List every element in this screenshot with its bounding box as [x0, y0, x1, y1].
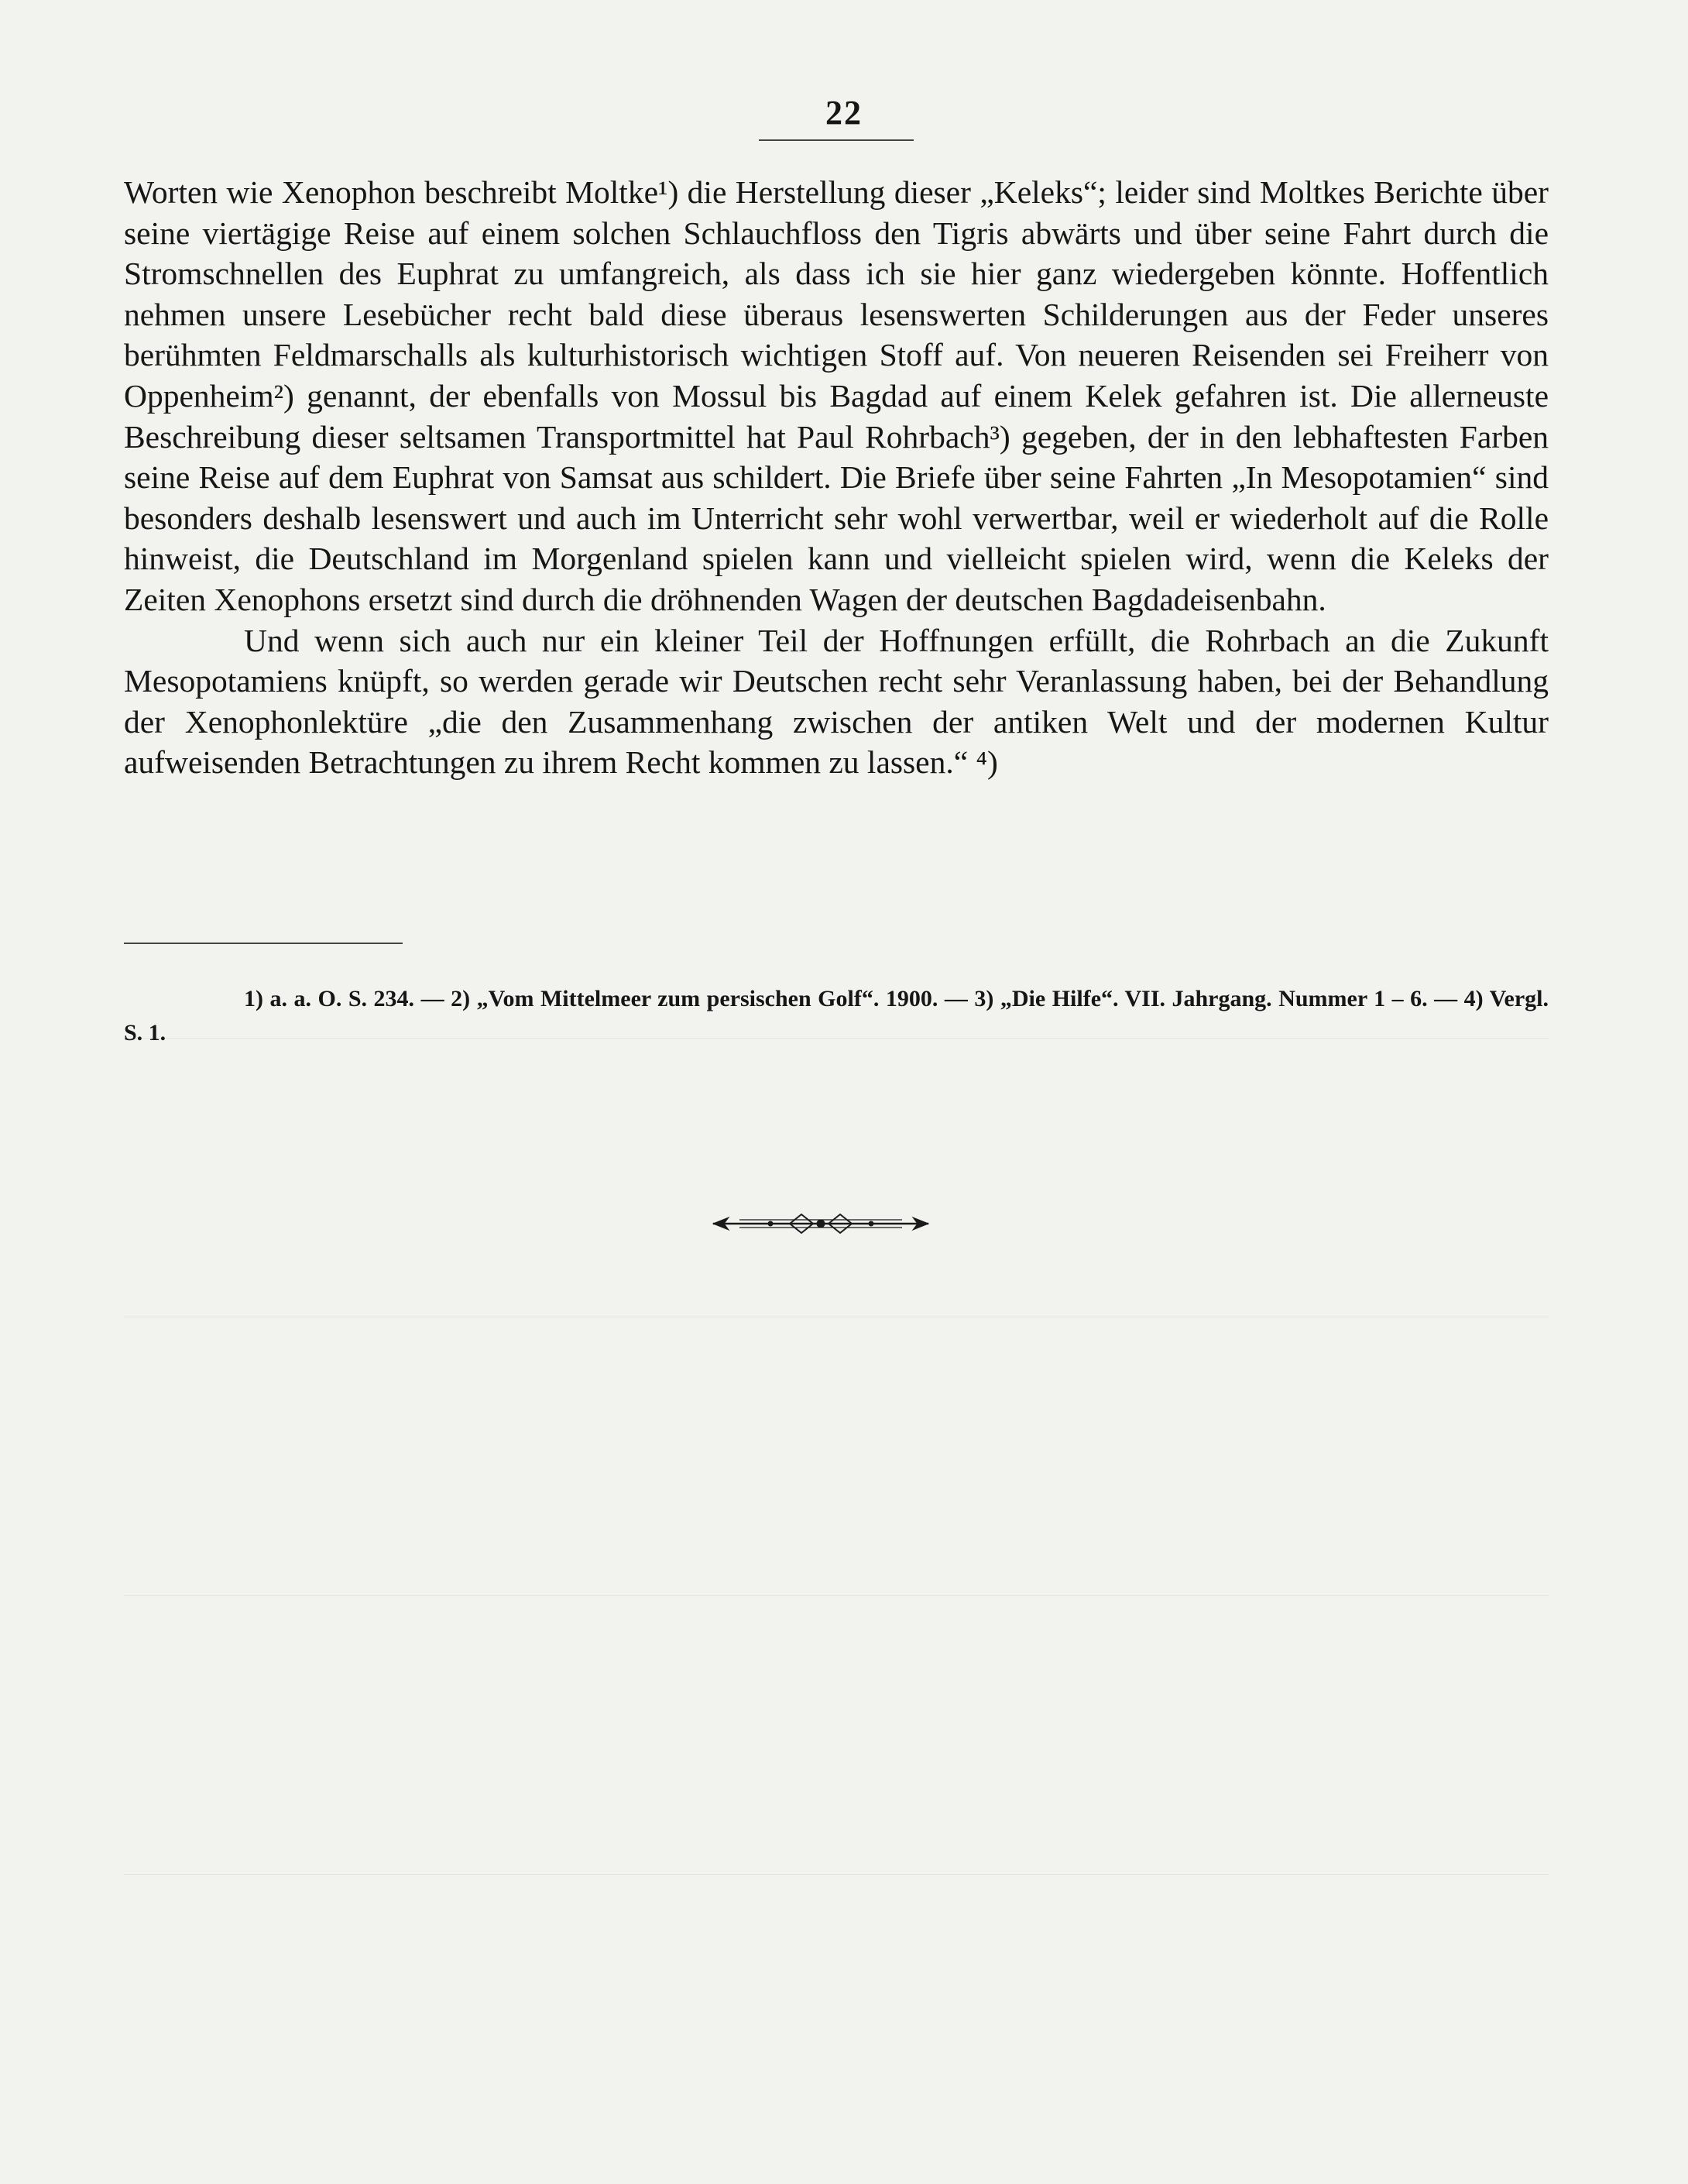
bleed-through-line [124, 1595, 1549, 1596]
footnote-rule [124, 943, 403, 944]
footnotes [124, 982, 1549, 1050]
footnote-text: 1) a. a. O. S. 234. — 2) „Vom Mittelmeer zum persischen Golf“. 1900. — 3) „Die Hilfe“. VII. Jahrgang. Nummer 1 – 6. — 4) Vergl. S. 1. [124, 986, 1549, 1046]
page-number: 22 [825, 94, 863, 132]
bleed-through-line [124, 1874, 1549, 1875]
ornamental-divider-icon [708, 1210, 933, 1238]
main-text [124, 172, 1549, 783]
header-rule [759, 139, 914, 141]
paragraph-1: Worten wie Xenophon beschreibt Moltke¹) die Herstellung dieser „Keleks“; leider sind Moltkes Berichte über seine viertägige Reise auf einem solchen Schlauchfloss den Tigris abwärts und über seine Fahrt durch die Stromschnellen des Euphrat zu umfangreich, als dass ich sie hier ganz wiedergeben könnte. Hoffentlich nehmen unsere Lesebücher recht bald diese überaus lesenswerten Schilderungen aus der Feder unseres berühmten Feldmarschalls als kulturhistorisch wichtigen Stoff auf. Von neueren Reisenden sei Freiherr von Oppenheim²) genannt, der ebenfalls von Mossul bis Bagdad auf einem Kelek gefahren ist. Die allerneuste Beschreibung dieser seltsamen Transportmittel hat Paul Rohrbach³) gegeben, der in den lebhaftesten Farben seine Reise auf dem Euphrat von Samsat aus schildert. Die Briefe über seine Fahrten „In Mesopotamien“ sind besonders deshalb lesenswert und auch im Unterricht sehr wohl verwertbar, weil er wiederholt auf die Rolle hinweist, die Deutschland im Morgenland spielen kann und vielleicht spielen wird, wenn die Keleks der Zeiten Xenophons ersetzt sind durch die dröhnenden Wagen der deutschen Bagdadeisenbahn. [124, 174, 1549, 617]
paragraph-2: Und wenn sich auch nur ein kleiner Teil der Hoffnungen erfüllt, die Rohrbach an die Zukunft Mesopotamiens knüpft, so werden gerade wir Deutschen recht sehr Veranlassung haben, bei der Behandlung der Xenophonlektüre „die den Zusammenhang zwischen der antiken Welt und der modernen Kultur aufweisenden Betrachtungen zu ihrem Recht kommen zu lassen.“ ⁴) [124, 622, 1549, 781]
